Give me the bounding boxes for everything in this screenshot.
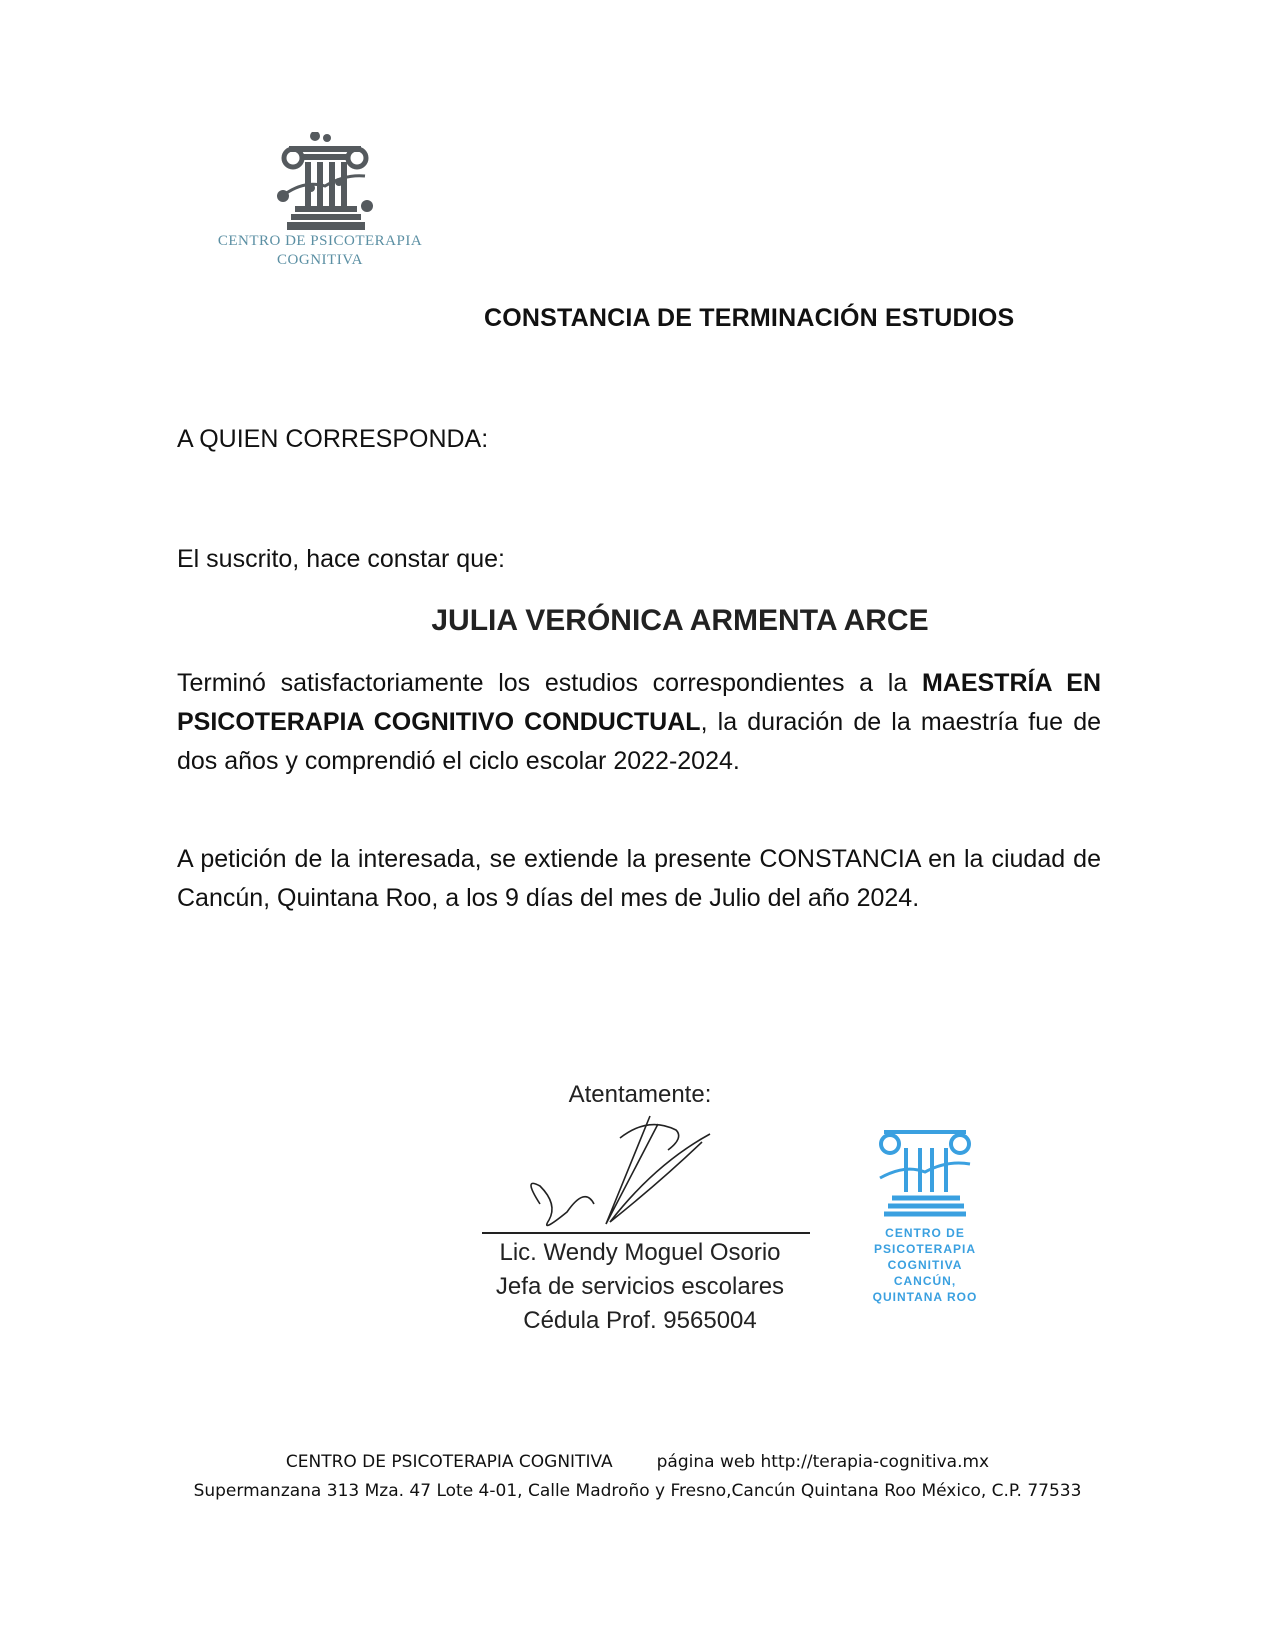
stamp-line-1: CENTRO DE bbox=[885, 1226, 965, 1240]
issuance-paragraph: A petición de la interesada, se extiende la presente CONSTANCIA en la ciudad de Cancún, Quintana Roo, a los 9 días del mes de Julio del año 2024. bbox=[177, 845, 1101, 912]
intro-text: El suscrito, hace constar que: bbox=[177, 545, 505, 573]
stamp-line-3: COGNITIVA bbox=[887, 1258, 963, 1272]
footer-website[interactable]: página web http://terapia-cognitiva.mx bbox=[656, 1452, 990, 1472]
stamp-line-2: PSICOTERAPIA bbox=[873, 1242, 976, 1256]
signatory-license: Cédula Prof. 9565004 bbox=[523, 1307, 757, 1334]
document-title: CONSTANCIA DE TERMINACIÓN ESTUDIOS bbox=[484, 304, 1015, 332]
ionic-column-icon bbox=[275, 132, 375, 232]
logo-line-2: COGNITIVA bbox=[277, 252, 363, 268]
footer-address: Supermanzana 313 Mza. 47 Lote 4-01, Calle Madroño y Fresno,Cancún Quintana Roo México, C.P. 77533 bbox=[193, 1481, 1082, 1501]
completion-text-before: Terminó satisfactoriamente los estudios correspondientes a la bbox=[177, 669, 922, 697]
institution-stamp bbox=[850, 1118, 1000, 1328]
signatory-name: Lic. Wendy Moguel Osorio bbox=[499, 1239, 781, 1266]
logo-line-1: CENTRO DE PSICOTERAPIA bbox=[217, 233, 423, 249]
signature-block bbox=[440, 1080, 840, 1360]
footer-line-1 bbox=[0, 1448, 1275, 1477]
program-name: MAESTRÍA EN PSICOTERAPIA COGNITIVO CONDUCTUAL bbox=[177, 669, 1101, 736]
footer-org: CENTRO DE PSICOTERAPIA COGNITIVA bbox=[285, 1452, 613, 1472]
signatory-position: Jefa de servicios escolares bbox=[495, 1273, 785, 1300]
handwritten-signature bbox=[510, 1114, 740, 1232]
student-name: JULIA VERÓNICA ARMENTA ARCE bbox=[431, 604, 929, 637]
signature-line bbox=[482, 1232, 810, 1234]
footer bbox=[0, 1448, 1275, 1506]
stamp-column-icon bbox=[870, 1118, 980, 1218]
completion-text-after: , la duración de la maestría fue de dos años y comprendió el ciclo escolar 2022-2024. bbox=[177, 708, 1101, 775]
institution-logo bbox=[185, 132, 455, 270]
closing: Atentamente: bbox=[568, 1081, 712, 1108]
completion-paragraph bbox=[177, 664, 1101, 781]
greeting: A QUIEN CORRESPONDA: bbox=[177, 425, 489, 453]
stamp-line-5: QUINTANA ROO bbox=[872, 1290, 978, 1304]
stamp-line-4: CANCÚN, bbox=[893, 1274, 957, 1288]
